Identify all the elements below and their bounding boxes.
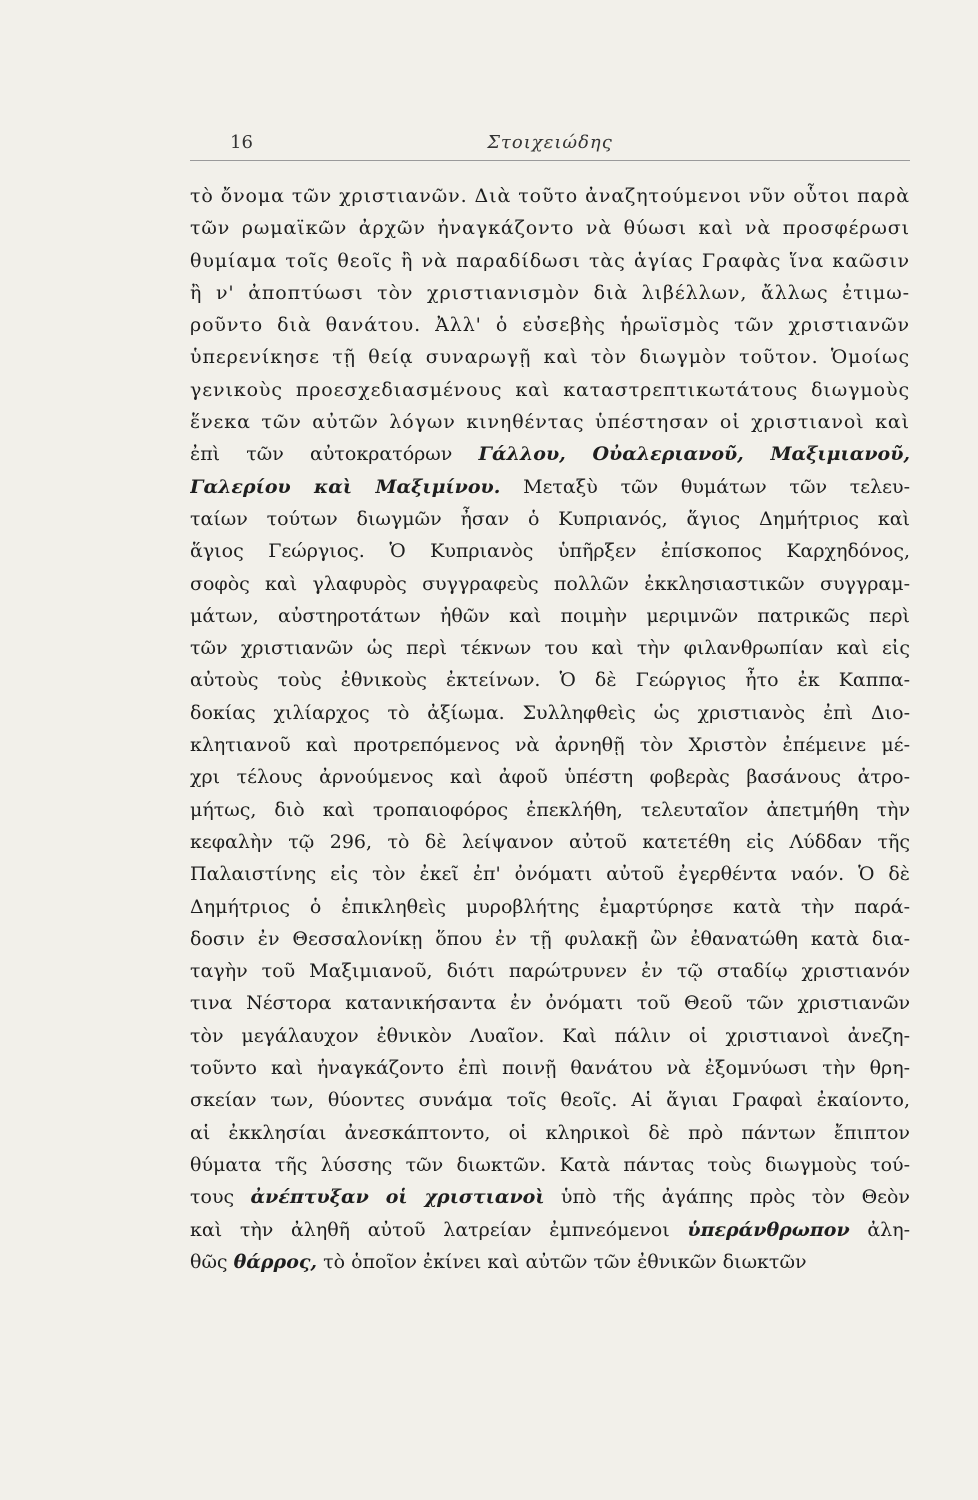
text-segment: τους [190, 1186, 251, 1209]
text-line: ταίων τούτων διωγμῶν ἦσαν ὁ Κυπριανός, ἅγιος Δημήτριος καὶ [190, 507, 910, 530]
text-line: μάτων, αὐστηροτάτων ἠθῶν καὶ ποιμὴν μεριμνῶν πατρικῶς περὶ [190, 604, 910, 627]
emperor-names-emphasis: Γάλλου, Οὐαλεριανοῦ, Μαξιμιανοῦ, [478, 443, 910, 466]
page-header [190, 128, 910, 158]
text-segment: ἀλη- [849, 1218, 910, 1241]
text-line: χρι τέλους ἀρνούμενος καὶ ἀφοῦ ὑπέστη φοβερὰς βασάνους ἀτρο- [190, 766, 910, 789]
page-number: 16 [230, 132, 253, 153]
text-line: θυμίαμα τοῖς θεοῖς ἢ νὰ παραδίδωσι τὰς ἁγίας Γραφὰς ἵνα καῶσιν [190, 249, 910, 272]
text-line [190, 471, 910, 503]
text-line: δοκίας χιλίαρχος τὸ ἀξίωμα. Συλληφθεὶς ὡς χριστιανὸς ἐπὶ Διο- [190, 701, 910, 724]
emphasis-text: θάρρος, [233, 1250, 318, 1273]
emperor-names-emphasis: Γαλερίου καὶ Μαξιμίνου. [190, 475, 501, 498]
text-line: γενικοὺς προεσχεδιασμένους καὶ καταστρεπτικωτάτους διωγμοὺς [190, 378, 910, 401]
text-line [190, 1214, 910, 1246]
text-segment: καὶ τὴν ἀληθῆ αὐτοῦ λατρείαν ἐμπνεόμενοι [190, 1218, 688, 1241]
running-title: Στοιχειώδης [487, 132, 613, 153]
text-line: τῶν χριστιανῶν ὡς περὶ τέκνων του καὶ τὴν φιλανθρωπίαν καὶ εἰς [190, 637, 910, 660]
text-segment: τὸ ὁποῖον ἐκίνει καὶ αὐτῶν τῶν ἐθνικῶν διωκτῶν [317, 1250, 807, 1273]
emphasis-text: ὑπεράνθρωπον [687, 1218, 850, 1241]
text-line: τοῦντο καὶ ἠναγκάζοντο ἐπὶ ποινῇ θανάτου νὰ ἐξομνύωσι τὴν θρη- [190, 1057, 910, 1080]
text-line: Παλαιστίνης εἰς τὸν ἐκεῖ ἐπ' ὀνόματι αὐτοῦ ἐγερθέντα ναόν. Ὁ δὲ [190, 863, 910, 886]
text-line: τὸν μεγάλαυχον ἐθνικὸν Λυαῖον. Καὶ πάλιν οἱ χριστιανοὶ ἀνεζη- [190, 1024, 910, 1047]
text-line: σκείαν των, θύοντες συνάμα τοῖς θεοῖς. Αἱ ἅγιαι Γραφαὶ ἐκαίοντο, [190, 1089, 910, 1112]
text-line: ὑπερενίκησε τῇ θείᾳ συναρωγῇ καὶ τὸν διωγμὸν τοῦτον. Ὁμοίως [190, 346, 910, 369]
text-segment: ἐπὶ τῶν αὐτοκρατόρων [190, 443, 479, 466]
text-line: ἢ ν' ἀποπτύωσι τὸν χριστιανισμὸν διὰ λιβέλλων, ἄλλως ἐτιμω- [190, 281, 910, 304]
text-line: αἱ ἐκκλησίαι ἀνεσκάπτοντο, οἱ κληρικοὶ δὲ πρὸ πάντων ἔπιπτον [190, 1121, 910, 1144]
text-line: κλητιανοῦ καὶ προτρεπόμενος νὰ ἀρνηθῇ τὸν Χριστὸν ἐπέμεινε μέ- [190, 734, 910, 757]
text-line: Δημήτριος ὁ ἐπικληθεὶς μυροβλήτης ἐμαρτύρησε κατὰ τὴν παρά- [190, 895, 910, 918]
body-text [190, 180, 910, 1278]
text-segment: ὑπὸ τῆς ἀγάπης πρὸς τὸν Θεὸν [544, 1186, 910, 1209]
text-line: τινα Νέστορα κατανικήσαντα ἐν ὀνόματι τοῦ Θεοῦ τῶν χριστιανῶν [190, 992, 910, 1015]
emphasis-text: ἀνέπτυξαν οἱ χριστιανοὶ [250, 1186, 545, 1209]
text-segment: Μεταξὺ τῶν θυμάτων τῶν τελευ- [500, 475, 910, 498]
text-line: ἅγιος Γεώργιος. Ὁ Κυπριανὸς ὑπῆρξεν ἐπίσκοπος Καρχηδόνος, [190, 540, 910, 563]
text-line [190, 1246, 910, 1278]
text-line: ροῦντο διὰ θανάτου. Ἀλλ' ὁ εὐσεβὴς ἡρωϊσμὸς τῶν χριστιανῶν [190, 314, 910, 337]
text-segment: θῶς [190, 1250, 234, 1273]
text-line: ἕνεκα τῶν αὐτῶν λόγων κινηθέντας ὑπέστησαν οἱ χριστιανοὶ καὶ [190, 411, 910, 434]
text-line: τῶν ρωμαϊκῶν ἀρχῶν ἠναγκάζοντο νὰ θύωσι καὶ νὰ προσφέρωσι [190, 217, 910, 240]
text-line: θύματα τῆς λύσσης τῶν διωκτῶν. Κατὰ πάντας τοὺς διωγμοὺς τού- [190, 1153, 910, 1176]
text-line: αὐτοὺς τοὺς ἐθνικοὺς ἐκτείνων. Ὁ δὲ Γεώργιος ἦτο ἐκ Καππα- [190, 669, 910, 692]
text-line [190, 1181, 910, 1213]
header-rule [190, 160, 910, 161]
text-line: σοφὸς καὶ γλαφυρὸς συγγραφεὺς πολλῶν ἐκκλησιαστικῶν συγγραμ- [190, 572, 910, 595]
text-line: κεφαλὴν τῷ 296, τὸ δὲ λείψανον αὐτοῦ κατετέθη εἰς Λύδδαν τῆς [190, 830, 910, 853]
text-line: ταγὴν τοῦ Μαξιμιανοῦ, διότι παρώτρυνεν ἐν τῷ σταδίῳ χριστιανόν [190, 960, 910, 983]
text-line: τὸ ὄνομα τῶν χριστιανῶν. Διὰ τοῦτο ἀναζητούμενοι νῦν οὗτοι παρὰ [190, 185, 910, 207]
text-line: δοσιν ἐν Θεσσαλονίκῃ ὅπου ἐν τῇ φυλακῇ ὢν ἐθανατώθη κατὰ δια- [190, 927, 910, 950]
text-line: μήτως, διὸ καὶ τροπαιοφόρος ἐπεκλήθη, τελευταῖον ἀπετμήθη τὴν [190, 798, 910, 821]
text-line [190, 438, 910, 470]
